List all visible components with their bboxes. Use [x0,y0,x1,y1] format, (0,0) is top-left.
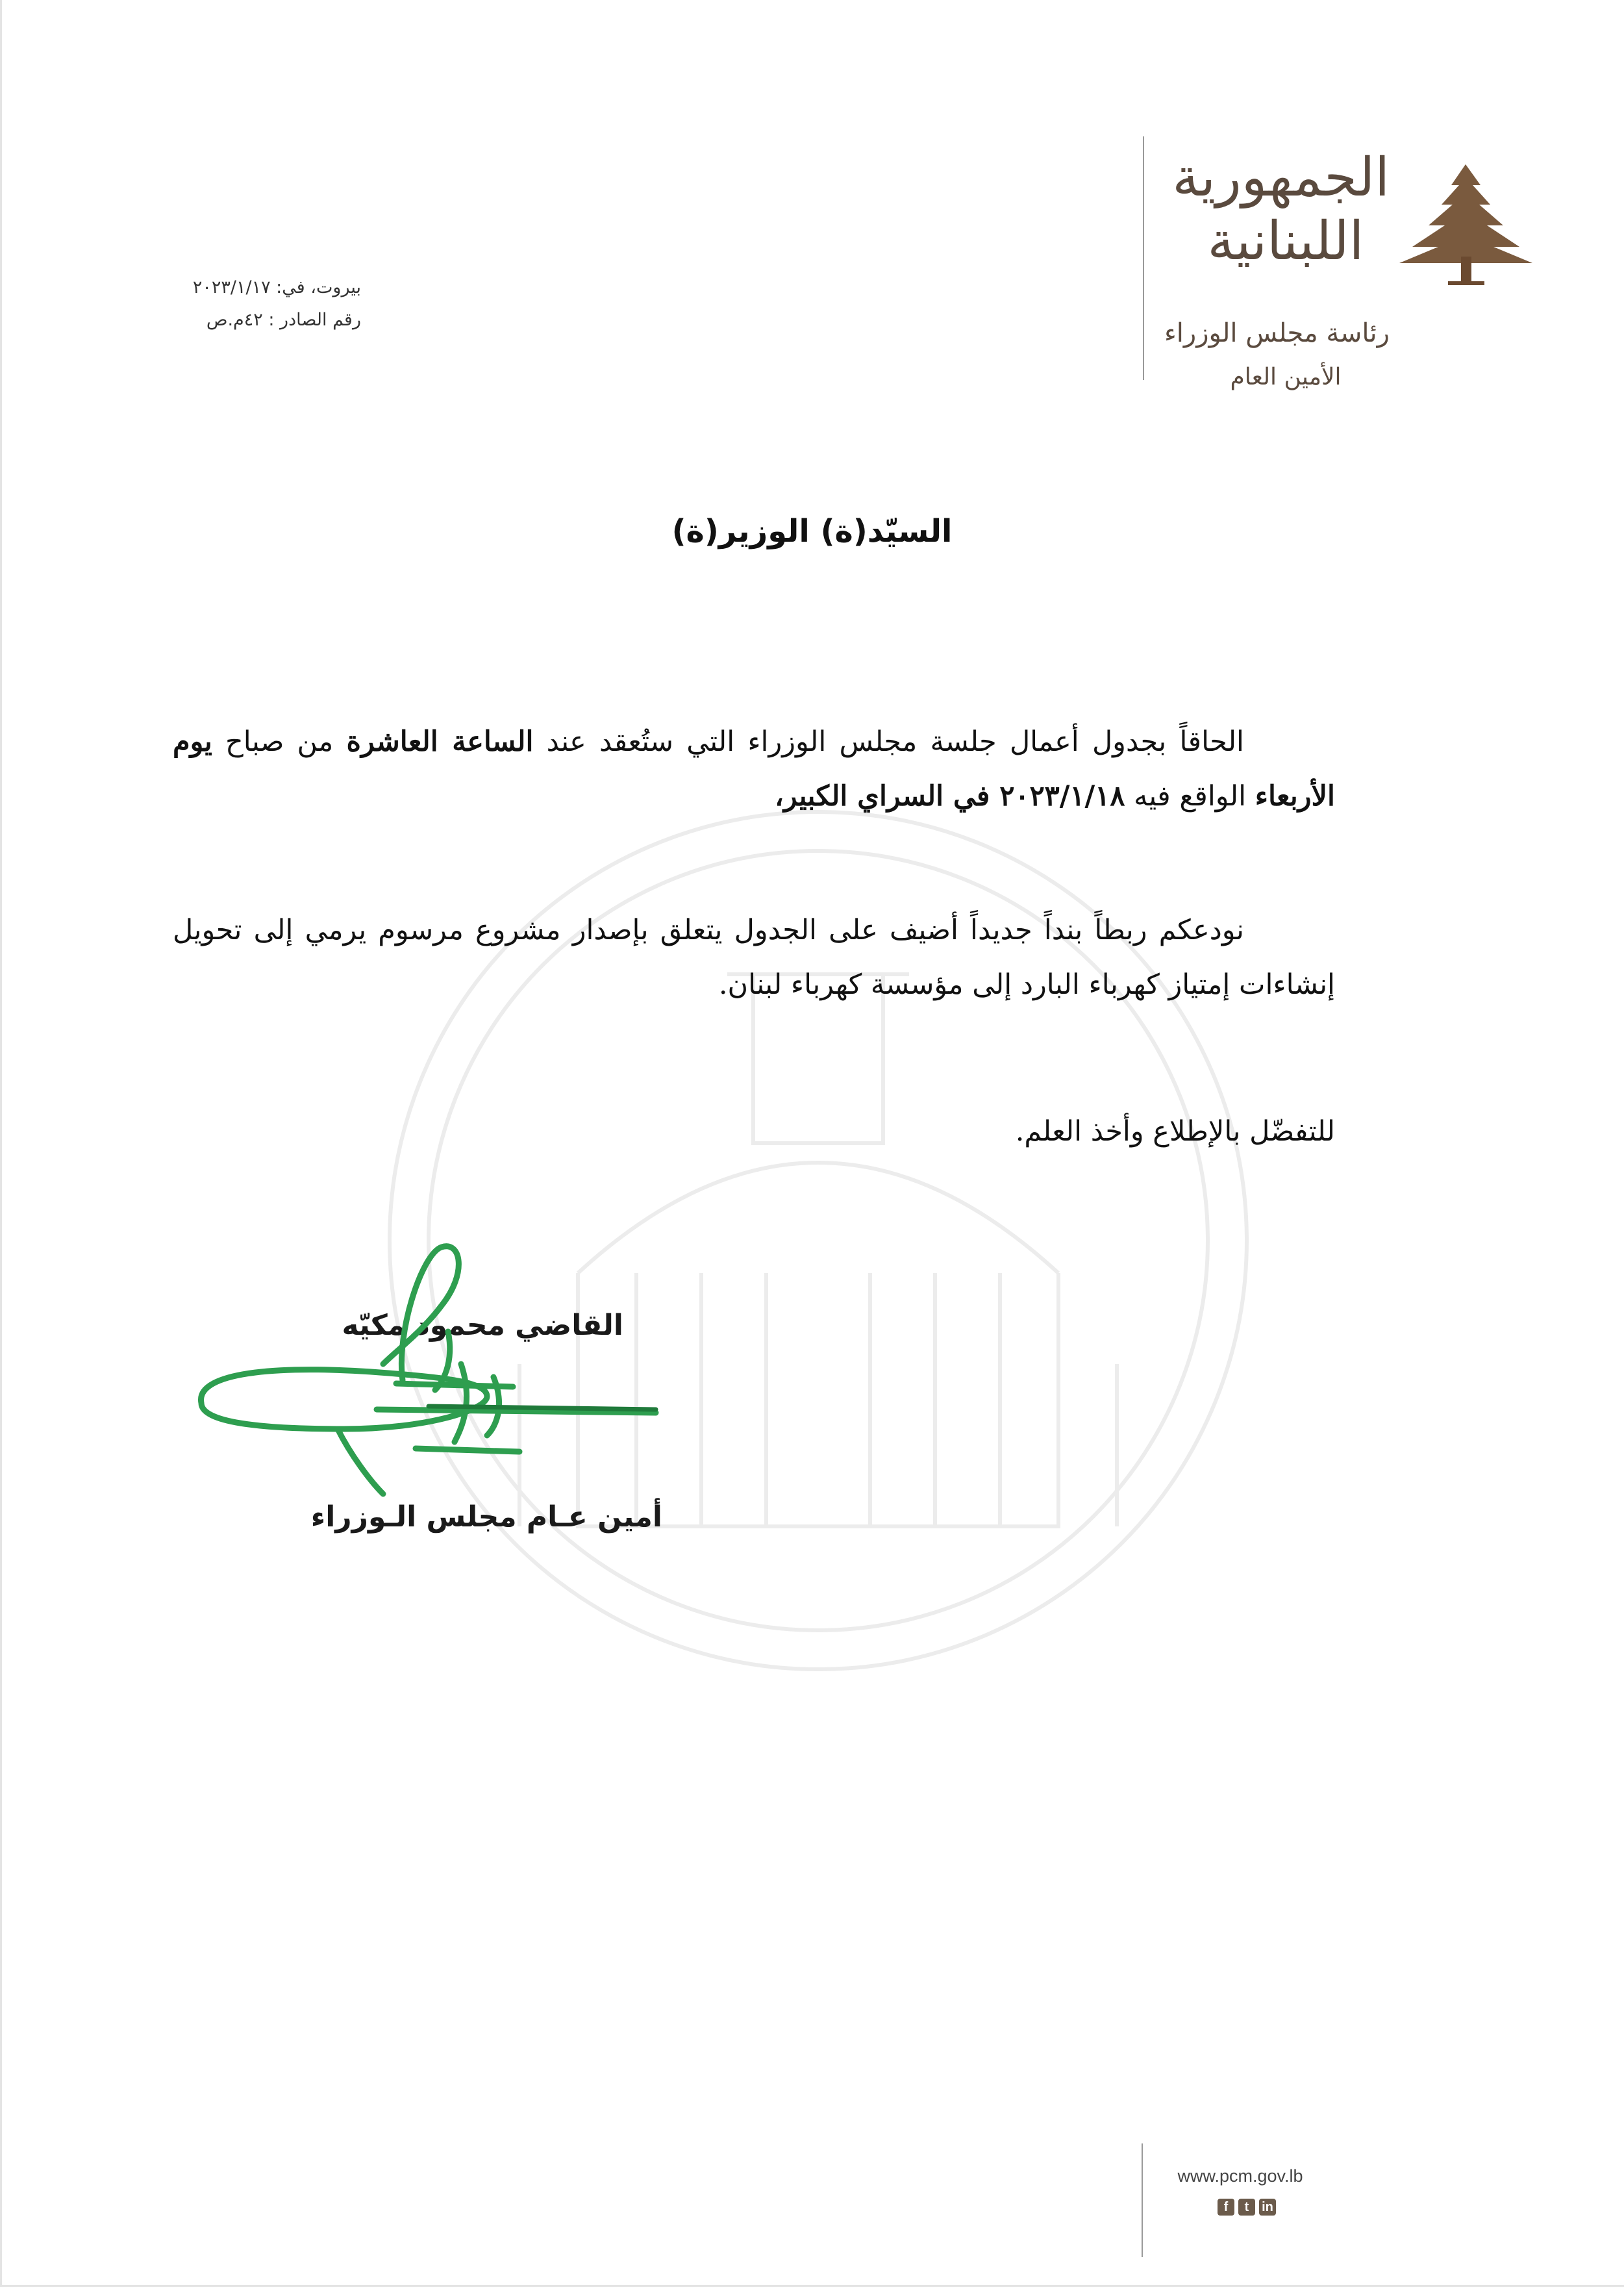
body-paragraph-1 [173,714,1335,824]
letter-date: بيروت، في: ٢٠٢٣/١/١٧ [192,277,361,297]
footer-website-link[interactable]: www.pcm.gov.lb [1177,2166,1303,2186]
letterhead-divider [1143,136,1144,380]
cedar-icon [1396,159,1536,289]
social-icons [1218,2199,1276,2216]
footer-divider [1142,2143,1143,2257]
facebook-icon[interactable]: f [1218,2199,1234,2216]
letter-ref-number: رقم الصادر : ٤٢م.ص [206,310,361,330]
p1-date-location: ٢٠٢٣/١/١٨ في السراي الكبير، [774,780,1125,813]
letter-meta [193,272,361,336]
handwritten-signature [182,1234,675,1520]
letterhead-republic-line2: اللبنانية [1207,210,1364,272]
signatory-title: أمين عـام مجلس الـوزراء [310,1500,662,1534]
p1-part-a: الحاقاً بجدول أعمال جلسة مجلس الوزراء التي ستُعقد عند [533,726,1245,758]
signatory-name: القاضي محمود مكيّه [342,1309,623,1342]
letterhead-republic [1172,146,1390,273]
p1-day: يوم الأربعاء [173,726,1335,813]
twitter-icon[interactable]: t [1238,2199,1255,2216]
body-paragraph-2 [173,903,1335,1012]
body-paragraph-3 [173,1104,1335,1159]
p2-text: نودعكم ربطاً بنداً جديداً أضيف على الجدول يتعلق بإصدار مشروع مرسوم يرمي إلى تحويل إنشاءات إمتياز كهرباء البارد إلى مؤسسة كهرباء لبنان. [173,914,1335,1001]
p3-text: للتفضّل بالإطلاع وأخذ العلم. [1015,1115,1335,1148]
linkedin-icon[interactable]: in [1259,2199,1276,2216]
letterhead-presidency: رئاسة مجلس الوزراء [1164,318,1390,348]
p1-part-e: الواقع فيه [1125,780,1255,813]
p1-time: الساعة العاشرة [346,726,534,758]
p1-part-c: من صباح [212,726,347,758]
letterhead-republic-line1: الجمهورية [1172,147,1390,208]
letterhead-office: الأمين العام [1230,364,1342,390]
addressee: السيّد(ة) الوزير(ة) [671,513,953,550]
